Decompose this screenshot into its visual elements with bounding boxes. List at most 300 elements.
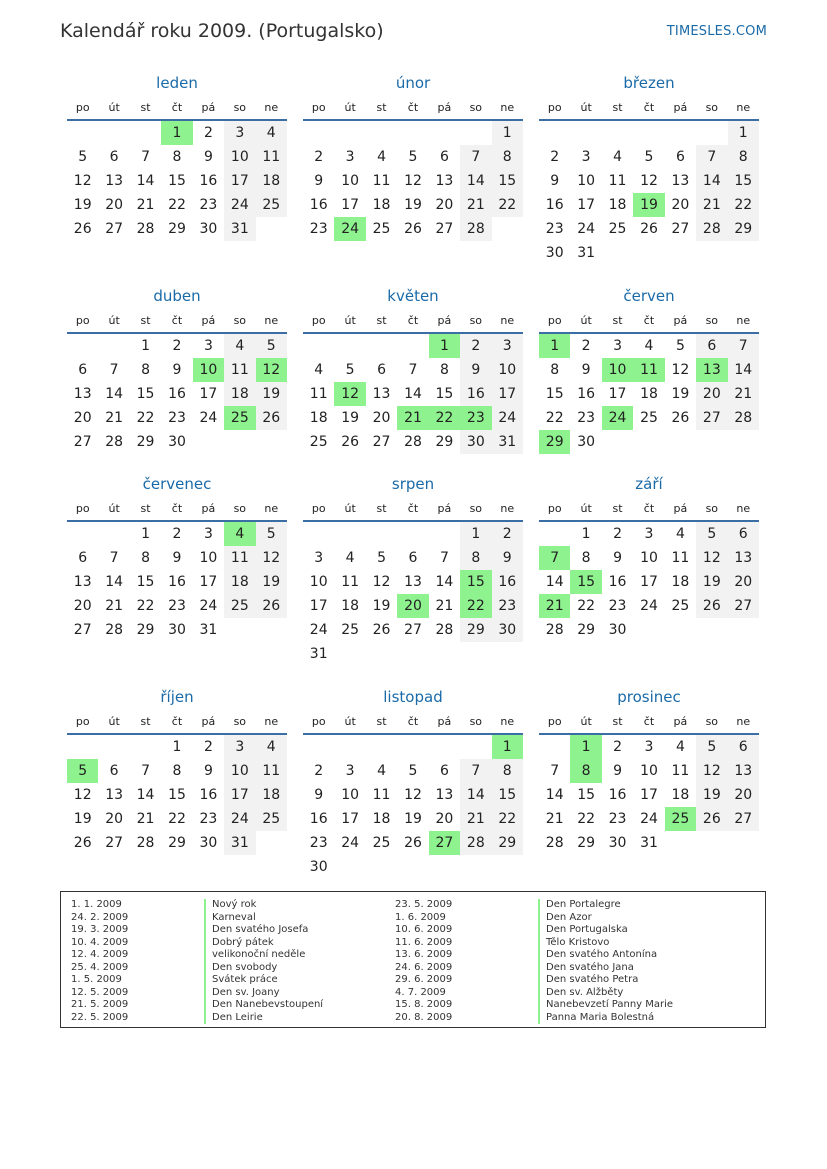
day-cell: 30	[199, 221, 218, 237]
weekend-day-cell: 13	[728, 759, 759, 783]
legend-date: 11. 6. 2009	[395, 936, 453, 948]
month-name: duben	[153, 287, 201, 305]
weekend-day-cell: 26	[696, 594, 727, 618]
weekday-label: st	[376, 314, 387, 327]
day-cell: 7	[109, 550, 119, 566]
day-cell: 13	[73, 386, 92, 402]
day-cell: 19	[73, 811, 92, 827]
weekday-label: ne	[264, 715, 279, 728]
day-cell: 30	[608, 835, 627, 851]
weekday-label: pá	[201, 314, 216, 327]
day-cell: 1	[141, 526, 151, 542]
empty-cell	[334, 522, 365, 546]
legend-holiday-name: Den Portugalska	[538, 924, 673, 937]
day-cell: 2	[613, 526, 623, 542]
day-cell: 22	[168, 811, 186, 827]
day-cell: 16	[168, 574, 186, 590]
legend-date: 4. 7. 2009	[395, 986, 446, 998]
legend-holiday-name: Den Leirie	[204, 1012, 323, 1025]
holiday-day-cell: 1	[429, 334, 460, 358]
day-cell: 14	[105, 386, 124, 402]
holiday-day-cell: 25	[665, 807, 696, 831]
day-cell: 28	[545, 835, 564, 851]
day-cell: 28	[435, 622, 454, 638]
empty-cell	[366, 121, 397, 145]
holiday-day-cell: 11	[633, 358, 664, 382]
day-cell: 7	[408, 362, 418, 378]
day-cell: 28	[105, 434, 124, 450]
day-cell: 8	[141, 362, 151, 378]
day-cell: 18	[671, 787, 690, 803]
legend-holiday-name: Karneval	[204, 912, 323, 925]
empty-cell	[303, 334, 334, 358]
day-grid	[303, 121, 523, 241]
weekend-day-cell: 7	[696, 145, 727, 169]
weekday-label: so	[705, 502, 719, 515]
weekend-day-cell: 22	[728, 193, 759, 217]
weekend-day-cell: 19	[696, 783, 727, 807]
weekday-label: út	[344, 314, 356, 327]
empty-cell	[397, 522, 428, 546]
weekday-header	[539, 310, 759, 334]
day-cell: 4	[675, 526, 685, 542]
weekend-day-cell: 12	[696, 759, 727, 783]
holiday-day-cell: 21	[539, 594, 570, 618]
legend-date: 19. 3. 2009	[71, 924, 129, 935]
day-cell: 29	[577, 835, 596, 851]
weekday-label: st	[376, 502, 387, 515]
holiday-day-cell: 1	[539, 334, 570, 358]
day-cell: 2	[581, 338, 591, 354]
day-cell: 13	[404, 574, 422, 590]
weekend-day-cell: 5	[256, 522, 287, 546]
weekday-header	[303, 97, 523, 121]
day-cell: 19	[341, 410, 360, 426]
legend-date: 24. 2. 2009	[71, 911, 129, 923]
day-cell: 31	[199, 622, 218, 638]
day-cell: 2	[550, 149, 560, 165]
day-cell: 9	[203, 149, 213, 165]
weekend-day-cell: 12	[256, 546, 287, 570]
weekday-label: čt	[171, 715, 183, 728]
day-cell: 12	[73, 787, 92, 803]
day-cell: 23	[309, 221, 328, 237]
day-cell: 24	[199, 410, 218, 426]
weekend-day-cell: 17	[492, 382, 523, 406]
empty-cell	[633, 121, 664, 145]
day-cell: 22	[577, 811, 596, 827]
empty-cell	[397, 735, 428, 759]
legend-holiday-name: Den Nanebevstoupení	[204, 999, 323, 1012]
weekday-label: so	[469, 101, 483, 114]
weekend-day-cell: 6	[728, 522, 759, 546]
month-name: říjen	[160, 688, 194, 706]
weekend-day-cell: 5	[696, 735, 727, 759]
empty-cell	[98, 735, 129, 759]
day-cell: 18	[372, 811, 391, 827]
month-block	[539, 474, 759, 642]
day-cell: 21	[435, 598, 454, 614]
day-cell: 10	[640, 763, 658, 779]
day-cell: 3	[644, 739, 654, 755]
weekday-label: st	[140, 101, 151, 114]
day-grid	[67, 735, 287, 855]
weekday-label: ne	[736, 715, 751, 728]
day-cell: 14	[435, 574, 454, 590]
day-cell: 22	[136, 410, 155, 426]
day-cell: 17	[577, 197, 596, 213]
legend-holiday-name: Nanebevzetí Panny Marie	[538, 999, 673, 1012]
legend-date: 12. 5. 2009	[71, 986, 129, 998]
day-cell: 8	[172, 149, 182, 165]
weekday-label: ne	[736, 314, 751, 327]
weekend-day-cell: 3	[224, 121, 255, 145]
weekend-day-cell: 1	[728, 121, 759, 145]
weekend-day-cell: 14	[460, 169, 491, 193]
day-cell: 15	[545, 386, 564, 402]
day-cell: 14	[545, 787, 564, 803]
day-cell: 12	[640, 173, 658, 189]
day-cell: 29	[435, 434, 454, 450]
month-block	[539, 286, 759, 454]
legend-dates-right	[395, 899, 452, 1024]
weekday-label: st	[612, 101, 623, 114]
day-cell: 31	[309, 646, 328, 662]
weekday-label: čt	[171, 502, 183, 515]
empty-cell	[130, 121, 161, 145]
legend-dates-left	[71, 899, 128, 1024]
day-cell: 22	[577, 598, 596, 614]
weekday-label: so	[469, 502, 483, 515]
weekend-day-cell: 14	[696, 169, 727, 193]
day-cell: 3	[644, 526, 654, 542]
day-cell: 25	[671, 598, 690, 614]
weekend-day-cell: 17	[224, 169, 255, 193]
weekday-label: pá	[437, 314, 452, 327]
weekday-label: ne	[500, 502, 515, 515]
day-cell: 3	[203, 526, 213, 542]
weekday-label: čt	[407, 502, 419, 515]
legend-holiday-name: Nový rok	[204, 899, 323, 912]
day-cell: 5	[345, 362, 355, 378]
weekend-day-cell: 16	[492, 570, 523, 594]
day-cell: 27	[671, 221, 690, 237]
weekend-day-cell: 9	[492, 546, 523, 570]
day-cell: 30	[309, 859, 328, 875]
weekend-day-cell: 9	[460, 358, 491, 382]
weekday-label: ne	[264, 101, 279, 114]
day-cell: 15	[136, 574, 155, 590]
day-cell: 17	[341, 197, 360, 213]
weekend-day-cell: 14	[728, 358, 759, 382]
weekday-header	[303, 310, 523, 334]
day-cell: 23	[545, 221, 564, 237]
weekday-label: po	[547, 314, 562, 327]
weekday-label: út	[580, 101, 592, 114]
day-cell: 8	[439, 362, 449, 378]
empty-cell	[98, 121, 129, 145]
day-cell: 6	[78, 550, 88, 566]
empty-cell	[539, 522, 570, 546]
day-grid	[539, 735, 759, 855]
day-cell: 6	[408, 550, 418, 566]
day-cell: 12	[404, 173, 422, 189]
empty-cell	[460, 121, 491, 145]
weekend-day-cell: 21	[460, 807, 491, 831]
weekday-label: čt	[171, 314, 183, 327]
weekday-label: po	[547, 715, 562, 728]
day-cell: 22	[136, 598, 155, 614]
day-cell: 26	[640, 221, 658, 237]
weekend-day-cell: 22	[492, 807, 523, 831]
legend-holiday-name: velikonoční neděle	[204, 949, 323, 962]
weekday-label: st	[376, 101, 387, 114]
weekday-label: čt	[407, 715, 419, 728]
empty-cell	[334, 334, 365, 358]
day-cell: 30	[168, 622, 186, 638]
empty-cell	[303, 121, 334, 145]
weekday-label: ne	[736, 101, 751, 114]
legend-holiday-name: Svátek práce	[204, 974, 323, 987]
day-cell: 7	[141, 763, 151, 779]
weekday-label: so	[233, 101, 247, 114]
empty-cell	[98, 522, 129, 546]
legend-holiday-name: Den svatého Jana	[538, 962, 673, 975]
legend-date: 21. 5. 2009	[71, 999, 129, 1010]
weekend-day-cell: 14	[460, 783, 491, 807]
day-grid	[67, 522, 287, 642]
holiday-day-cell: 12	[334, 382, 365, 406]
day-cell: 11	[671, 550, 690, 566]
weekday-header	[539, 97, 759, 121]
day-cell: 25	[372, 835, 391, 851]
day-grid	[67, 121, 287, 241]
legend-holiday-name: Dobrý pátek	[204, 937, 323, 950]
day-cell: 9	[613, 763, 623, 779]
day-cell: 8	[581, 550, 591, 566]
weekend-day-cell: 21	[460, 193, 491, 217]
weekday-header	[67, 97, 287, 121]
empty-cell	[429, 522, 460, 546]
day-cell: 22	[545, 410, 564, 426]
month-name: srpen	[391, 475, 435, 493]
day-cell: 22	[168, 197, 186, 213]
day-cell: 10	[341, 787, 360, 803]
day-cell: 5	[78, 149, 88, 165]
weekday-label: pá	[673, 101, 688, 114]
day-cell: 25	[341, 622, 360, 638]
day-cell: 11	[309, 386, 328, 402]
day-cell: 12	[671, 362, 690, 378]
empty-cell	[130, 735, 161, 759]
day-cell: 21	[545, 811, 564, 827]
day-cell: 17	[608, 386, 627, 402]
day-cell: 29	[136, 622, 155, 638]
weekend-day-cell: 15	[492, 169, 523, 193]
day-cell: 11	[608, 173, 627, 189]
day-cell: 15	[168, 787, 186, 803]
day-cell: 30	[577, 434, 596, 450]
day-cell: 24	[341, 835, 360, 851]
weekend-day-cell: 13	[728, 546, 759, 570]
day-cell: 26	[404, 835, 422, 851]
legend-date: 24. 6. 2009	[395, 961, 453, 973]
weekend-day-cell: 29	[492, 831, 523, 855]
day-cell: 11	[671, 763, 690, 779]
weekday-label: út	[580, 715, 592, 728]
weekday-label: so	[469, 715, 483, 728]
weekday-label: pá	[673, 715, 688, 728]
day-cell: 17	[199, 574, 218, 590]
day-cell: 20	[105, 811, 124, 827]
weekday-label: so	[705, 314, 719, 327]
weekday-header	[67, 711, 287, 735]
holiday-day-cell: 25	[224, 406, 255, 430]
day-cell: 15	[168, 173, 186, 189]
day-cell: 2	[314, 763, 324, 779]
legend-date: 1. 6. 2009	[395, 911, 446, 923]
legend-holiday-name: Den sv. Alžběty	[538, 987, 673, 1000]
weekday-label: pá	[673, 502, 688, 515]
weekday-label: po	[547, 101, 562, 114]
weekend-day-cell: 4	[224, 334, 255, 358]
weekend-day-cell: 3	[492, 334, 523, 358]
holiday-day-cell: 1	[161, 121, 192, 145]
holiday-day-cell: 29	[539, 430, 570, 454]
month-block	[67, 474, 287, 642]
holiday-legend	[60, 891, 766, 1028]
weekend-day-cell: 30	[492, 618, 523, 642]
weekday-label: pá	[437, 101, 452, 114]
weekday-header	[67, 310, 287, 334]
weekend-day-cell: 28	[696, 217, 727, 241]
month-name: červen	[623, 287, 675, 305]
page-title: Kalendář roku 2009. (Portugalsko)	[60, 20, 384, 42]
day-grid	[539, 334, 759, 454]
empty-cell	[397, 121, 428, 145]
weekend-day-cell: 25	[256, 807, 287, 831]
month-name: září	[635, 475, 663, 493]
day-cell: 2	[203, 739, 213, 755]
empty-cell	[303, 522, 334, 546]
empty-cell	[366, 334, 397, 358]
day-cell: 3	[613, 338, 623, 354]
weekend-day-cell: 6	[728, 735, 759, 759]
weekday-label: pá	[437, 715, 452, 728]
holiday-day-cell: 4	[224, 522, 255, 546]
weekend-day-cell: 25	[224, 594, 255, 618]
day-cell: 14	[545, 574, 564, 590]
weekend-day-cell: 18	[256, 783, 287, 807]
day-cell: 11	[372, 173, 391, 189]
day-cell: 17	[640, 574, 658, 590]
weekday-label: st	[140, 715, 151, 728]
weekend-day-cell: 18	[224, 382, 255, 406]
weekend-day-cell: 31	[224, 831, 255, 855]
weekend-day-cell: 10	[224, 145, 255, 169]
day-cell: 12	[404, 787, 422, 803]
weekday-header	[303, 711, 523, 735]
day-cell: 29	[168, 221, 186, 237]
day-cell: 13	[73, 574, 92, 590]
day-cell: 31	[640, 835, 658, 851]
weekday-label: út	[108, 502, 120, 515]
day-cell: 3	[314, 550, 324, 566]
day-cell: 25	[309, 434, 328, 450]
weekend-day-cell: 3	[224, 735, 255, 759]
legend-holiday-name: Den sv. Joany	[204, 987, 323, 1000]
weekend-day-cell: 5	[256, 334, 287, 358]
weekday-label: st	[612, 502, 623, 515]
day-grid	[303, 735, 523, 879]
day-cell: 28	[136, 221, 155, 237]
day-cell: 5	[408, 763, 418, 779]
legend-date: 1. 1. 2009	[71, 899, 122, 910]
weekday-label: po	[75, 314, 90, 327]
day-cell: 28	[545, 622, 564, 638]
day-cell: 26	[73, 221, 92, 237]
day-cell: 27	[105, 221, 124, 237]
day-cell: 4	[675, 739, 685, 755]
empty-cell	[539, 735, 570, 759]
empty-cell	[460, 735, 491, 759]
weekend-day-cell: 12	[696, 546, 727, 570]
day-cell: 27	[435, 221, 454, 237]
weekend-day-cell: 20	[728, 570, 759, 594]
weekend-day-cell: 7	[728, 334, 759, 358]
holiday-day-cell: 10	[193, 358, 224, 382]
day-cell: 31	[577, 245, 596, 261]
empty-cell	[98, 334, 129, 358]
holiday-day-cell: 19	[633, 193, 664, 217]
weekend-day-cell: 25	[256, 193, 287, 217]
day-cell: 30	[608, 622, 627, 638]
holiday-day-cell: 1	[492, 735, 523, 759]
day-grid	[539, 121, 759, 265]
day-cell: 9	[172, 362, 182, 378]
weekday-label: ne	[500, 101, 515, 114]
legend-date: 22. 5. 2009	[71, 1011, 129, 1023]
weekend-day-cell: 15	[492, 783, 523, 807]
day-cell: 26	[372, 622, 391, 638]
weekday-label: po	[547, 502, 562, 515]
day-cell: 9	[314, 173, 324, 189]
day-cell: 16	[199, 787, 218, 803]
legend-holiday-name: Den Portalegre	[538, 899, 673, 912]
day-cell: 18	[309, 410, 328, 426]
day-cell: 11	[341, 574, 360, 590]
day-cell: 6	[78, 362, 88, 378]
weekend-day-cell: 16	[460, 382, 491, 406]
weekday-label: ne	[264, 314, 279, 327]
weekday-label: čt	[643, 502, 655, 515]
day-cell: 26	[404, 221, 422, 237]
weekend-day-cell: 27	[696, 406, 727, 430]
holiday-day-cell: 24	[334, 217, 365, 241]
day-cell: 15	[136, 386, 155, 402]
weekday-label: st	[140, 502, 151, 515]
site-link[interactable]: TIMESLES.COM	[666, 24, 767, 39]
month-name: červenec	[142, 475, 212, 493]
weekend-day-cell: 27	[728, 594, 759, 618]
day-cell: 20	[435, 811, 454, 827]
day-cell: 7	[109, 362, 119, 378]
day-cell: 9	[613, 550, 623, 566]
weekend-day-cell: 18	[224, 570, 255, 594]
day-cell: 16	[577, 386, 596, 402]
weekday-label: čt	[407, 314, 419, 327]
weekend-day-cell: 21	[728, 382, 759, 406]
